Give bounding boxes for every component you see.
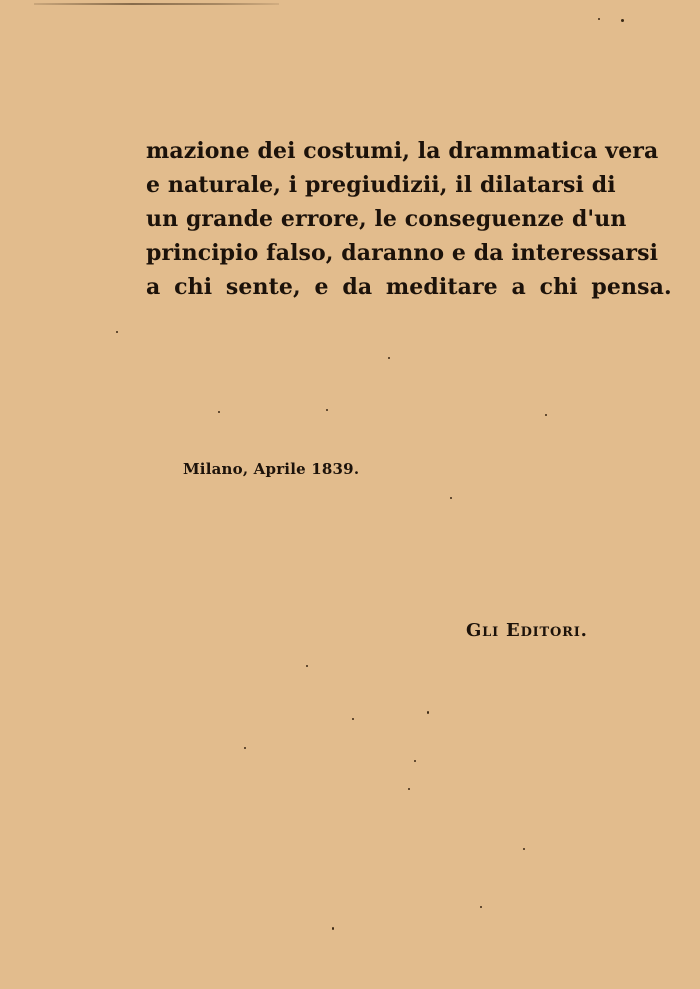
paragraph-line: principio falso, daranno e da interessarsi xyxy=(146,240,659,266)
paper-speck xyxy=(352,718,354,720)
dateline: Milano, Aprile 1839. xyxy=(183,460,360,478)
paper-speck xyxy=(306,665,308,667)
paper-speck xyxy=(414,760,416,762)
paragraph-line: mazione dei costumi, la drammatica vera xyxy=(146,138,659,164)
paper-speck xyxy=(218,411,220,413)
paper-speck xyxy=(598,18,600,20)
paper-speck xyxy=(450,497,452,499)
paper-speck xyxy=(621,19,624,22)
paper-speck xyxy=(244,747,246,749)
paragraph-line: e naturale, i pregiudizii, il dilatarsi di xyxy=(146,172,616,198)
paper-speck xyxy=(480,906,482,908)
paragraph-text xyxy=(146,134,672,304)
signature: Gli Editori. xyxy=(466,620,588,641)
paper-speck xyxy=(408,788,410,790)
paragraph-line: un grande errore, le conseguenze d'un xyxy=(146,206,627,232)
top-rule-line xyxy=(34,3,279,5)
paper-speck xyxy=(427,711,429,714)
paper-speck xyxy=(523,848,525,850)
paragraph-line: a chi sente, e da meditare a chi pensa. xyxy=(146,274,672,300)
paper-speck xyxy=(116,331,118,333)
paper-speck xyxy=(326,409,328,411)
paper-speck xyxy=(332,927,334,930)
paper-speck xyxy=(388,357,390,359)
paper-speck xyxy=(545,414,547,416)
